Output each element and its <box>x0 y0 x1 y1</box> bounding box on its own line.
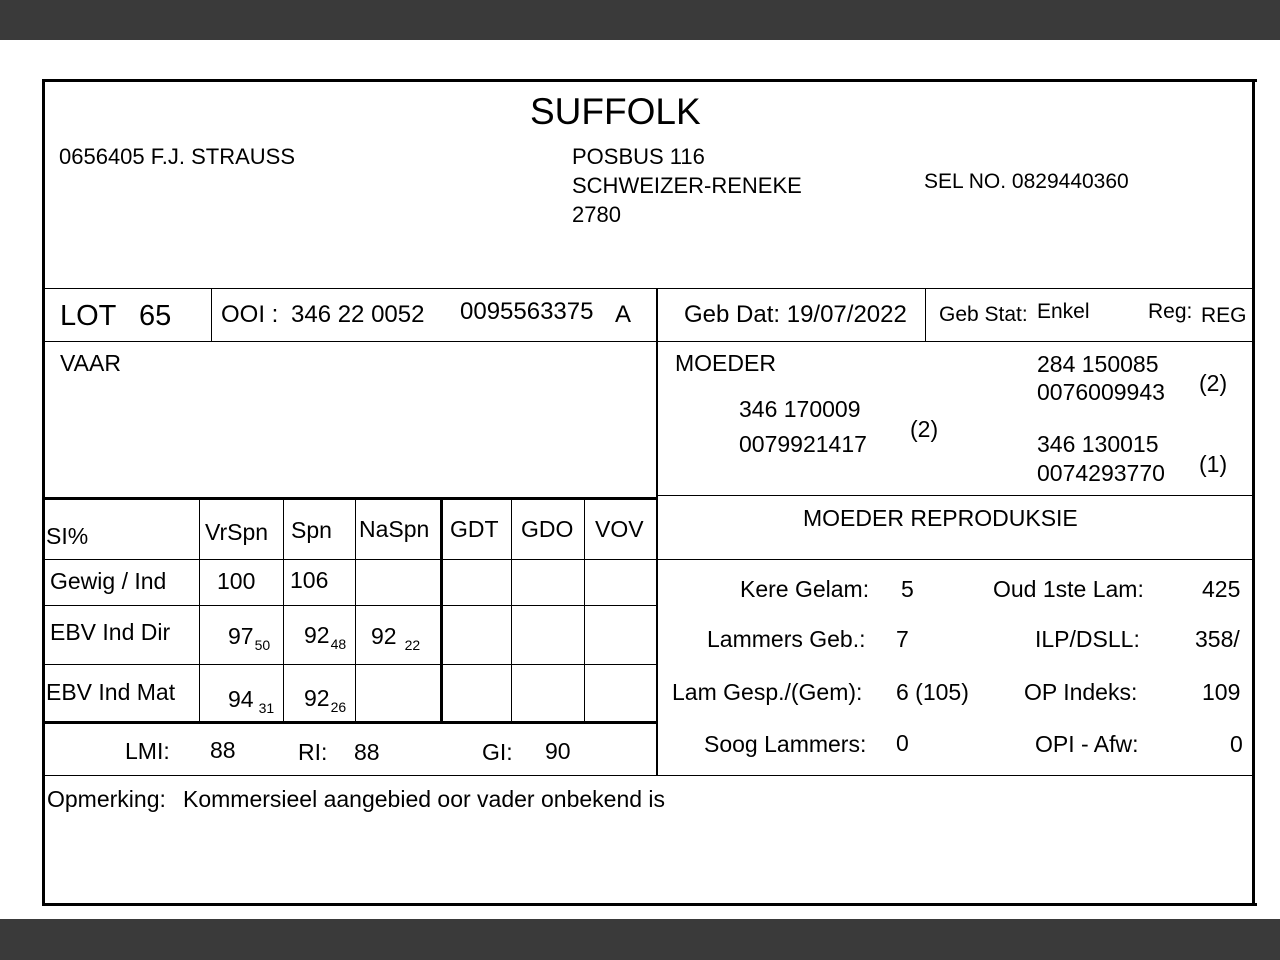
remark-label: Opmerking: <box>47 786 166 812</box>
reg-value: REG <box>1201 304 1247 327</box>
dam-sire-grade: (2) <box>1199 370 1228 396</box>
gi-label: GI: <box>482 739 513 765</box>
top-dark-bar <box>0 0 1280 40</box>
ri-value: 88 <box>354 739 380 765</box>
ilp-value: 358/ <box>1195 626 1240 652</box>
ewe-id: 346 22 0052 <box>291 301 425 328</box>
birth-status-label: Geb Stat: <box>939 303 1028 326</box>
col-gdt: GDT <box>450 516 499 542</box>
ebv-mat-spn-accuracy: 26 <box>330 699 347 715</box>
gesp-value: 6 (105) <box>896 679 969 705</box>
col-spn: Spn <box>291 517 332 543</box>
opi-label: OPI - Afw: <box>1035 731 1139 757</box>
dam-id: 346 170009 <box>739 396 861 422</box>
breeder-name: 0656405 F.J. STRAUSS <box>59 144 296 169</box>
ewe-grade: A <box>615 301 632 328</box>
col-naspn: NaSpn <box>359 516 430 542</box>
ebv-dir-spn: $92_{48}$ <box>304 622 347 652</box>
oud-label: Oud 1ste Lam: <box>993 576 1144 602</box>
ebv-dir-row-label: EBV Ind Dir <box>50 619 171 645</box>
col-vov: VOV <box>595 516 644 542</box>
soog-value: 0 <box>896 730 909 756</box>
remark-text: Kommersieel aangebied oor vader onbekend is <box>183 786 666 812</box>
lmi-value: 88 <box>210 737 236 763</box>
col-vrspn: VrSpn <box>205 519 269 545</box>
ebv-dir-naspn-accuracy: 22 <box>404 637 421 653</box>
dam-dam-grade: (1) <box>1199 451 1228 477</box>
address-line-1: POSBUS 116 <box>572 144 705 169</box>
si-label: SI% <box>46 523 89 549</box>
birth-status: Enkel <box>1037 300 1090 323</box>
oud-value: 425 <box>1202 576 1241 602</box>
dam-grade: (2) <box>910 416 939 442</box>
phone-number: SEL NO. 0829440360 <box>924 170 1129 193</box>
address-line-2: SCHWEIZER-RENEKE <box>572 173 802 198</box>
col-gdo: GDO <box>521 516 574 542</box>
address-line-3: 2780 <box>572 202 621 227</box>
lammers-label: Lammers Geb.: <box>707 626 866 652</box>
opi-value: 0 <box>1230 731 1243 757</box>
reg-label: Reg: <box>1148 300 1193 323</box>
kere-label: Kere Gelam: <box>740 576 870 602</box>
ri-label: RI: <box>298 739 328 765</box>
dam-sire-id: 284 150085 <box>1037 351 1159 377</box>
bottom-dark-bar <box>0 919 1280 960</box>
breed-title: SUFFOLK <box>530 91 701 132</box>
ebv-mat-row-label: EBV Ind Mat <box>46 679 176 705</box>
ewe-label: OOI : <box>221 301 279 328</box>
gi-value: 90 <box>545 738 571 764</box>
op-value: 109 <box>1202 679 1241 705</box>
dam-dam-reg: 0074293770 <box>1037 460 1165 486</box>
repro-title: MOEDER REPRODUKSIE <box>803 505 1078 531</box>
weight-spn: 106 <box>290 567 329 593</box>
dam-label: MOEDER <box>675 350 776 376</box>
birth-date: Geb Dat: 19/07/2022 <box>684 301 907 328</box>
ebv-mat-vrspn: 94 $_{31}$ <box>228 686 275 716</box>
gesp-label: Lam Gesp./(Gem): <box>672 679 863 705</box>
kere-value: 5 <box>901 576 914 602</box>
op-label: OP Indeks: <box>1024 679 1138 705</box>
dam-dam-id: 346 130015 <box>1037 431 1159 457</box>
weight-vrspn: 100 <box>217 568 256 594</box>
ebv-dir-vrspn: $97_{50}$ <box>228 623 271 653</box>
ebv-dir-spn-accuracy: 48 <box>330 636 347 652</box>
ilp-label: ILP/DSLL: <box>1035 626 1140 652</box>
dam-reg: 0079921417 <box>739 431 867 457</box>
weight-row-label: Gewig / Ind <box>50 568 167 594</box>
ebv-dir-vrspn-accuracy: 50 <box>254 637 271 653</box>
ebv-mat-spn: $92_{26}$ <box>304 685 347 715</box>
lot-number: 65 <box>139 300 172 332</box>
lot-label: LOT <box>60 300 117 332</box>
lmi-label: LMI: <box>125 738 170 764</box>
ebv-dir-naspn: 92 $_{22}$ <box>371 623 421 653</box>
sire-label: VAAR <box>60 350 121 376</box>
ewe-reg-no: 0095563375 <box>460 298 594 325</box>
ebv-mat-vrspn-accuracy: 31 <box>258 700 275 716</box>
lammers-value: 7 <box>896 626 909 652</box>
soog-label: Soog Lammers: <box>704 731 867 757</box>
dam-sire-reg: 0076009943 <box>1037 379 1165 405</box>
